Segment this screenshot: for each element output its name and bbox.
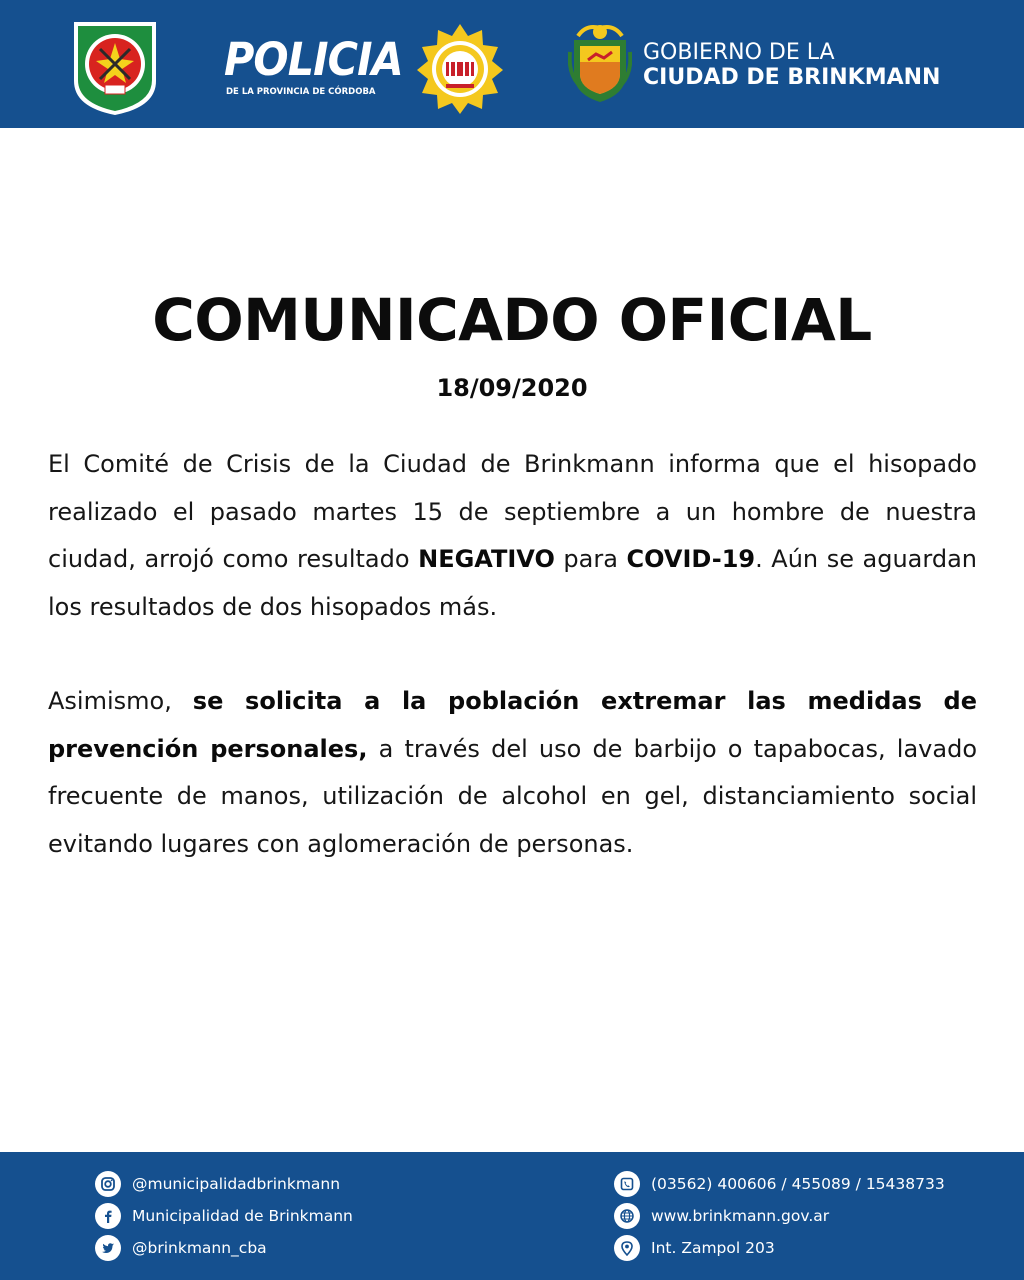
paragraph-2-text-a: Asimismo, (48, 687, 193, 715)
paragraph-2-text-b: a través del uso de barbijo o tapabocas, lavado frecuente de manos, utilización de alcohol en gel, distanciamiento social evitando lugares con aglomeración de personas. (48, 734, 978, 858)
instagram-contact[interactable] (95, 1170, 340, 1198)
phone-numbers: (03562) 400606 / 455089 / 15438733 (651, 1175, 945, 1193)
twitter-contact[interactable] (95, 1234, 267, 1262)
policia-star-badge (416, 22, 504, 114)
phone-icon (614, 1171, 640, 1197)
brinkmann-coat-of-arms (568, 22, 632, 104)
gobierno-line-2: CIUDAD DE BRINKMANN (643, 65, 941, 90)
facebook-icon (95, 1203, 121, 1229)
covid-emphasis: COVID-19 (626, 545, 756, 573)
footer-bar (0, 1152, 1024, 1280)
page-title: COMUNICADO OFICIAL (152, 286, 872, 354)
paragraph-2 (48, 678, 977, 868)
phone-contact[interactable] (614, 1170, 945, 1198)
instagram-icon (95, 1171, 121, 1197)
street-address: Int. Zampol 203 (651, 1239, 775, 1257)
bomberos-voluntarios-logo (70, 19, 160, 117)
paragraph-1-text-c: . Aún se aguardan los resultados de dos hisopados más. (48, 545, 977, 621)
header-bar (0, 0, 1024, 128)
paragraph-1-text-a: El Comité de Crisis de la Ciudad de Brinkmann informa que el hisopado realizado el pasado martes 15 de septiembre a un hombre de nuestra ciudad, arrojó como resultado (48, 450, 977, 573)
request-emphasis: se solicita a la población extremar las medidas de prevención personales, (48, 687, 977, 763)
policia-wordmark: POLICIA (224, 33, 403, 86)
location-pin-icon (614, 1235, 640, 1261)
paragraph-1 (48, 441, 977, 631)
twitter-icon (95, 1235, 121, 1261)
globe-icon (614, 1203, 640, 1229)
gobierno-line-1: GOBIERNO DE LA (643, 40, 835, 65)
paragraph-1-text-b: para (554, 545, 627, 573)
facebook-contact[interactable] (95, 1202, 353, 1230)
address-contact[interactable] (614, 1234, 775, 1262)
facebook-page: Municipalidad de Brinkmann (132, 1207, 353, 1225)
website-url: www.brinkmann.gov.ar (651, 1207, 830, 1225)
instagram-handle: @municipalidadbrinkmann (132, 1175, 341, 1193)
policia-subtitle: DE LA PROVINCIA DE CÓRDOBA (226, 87, 376, 97)
communique-date: 18/09/2020 (436, 374, 588, 402)
twitter-handle: @brinkmann_cba (132, 1239, 267, 1257)
website-contact[interactable] (614, 1202, 829, 1230)
negativo-emphasis: NEGATIVO (418, 545, 555, 573)
